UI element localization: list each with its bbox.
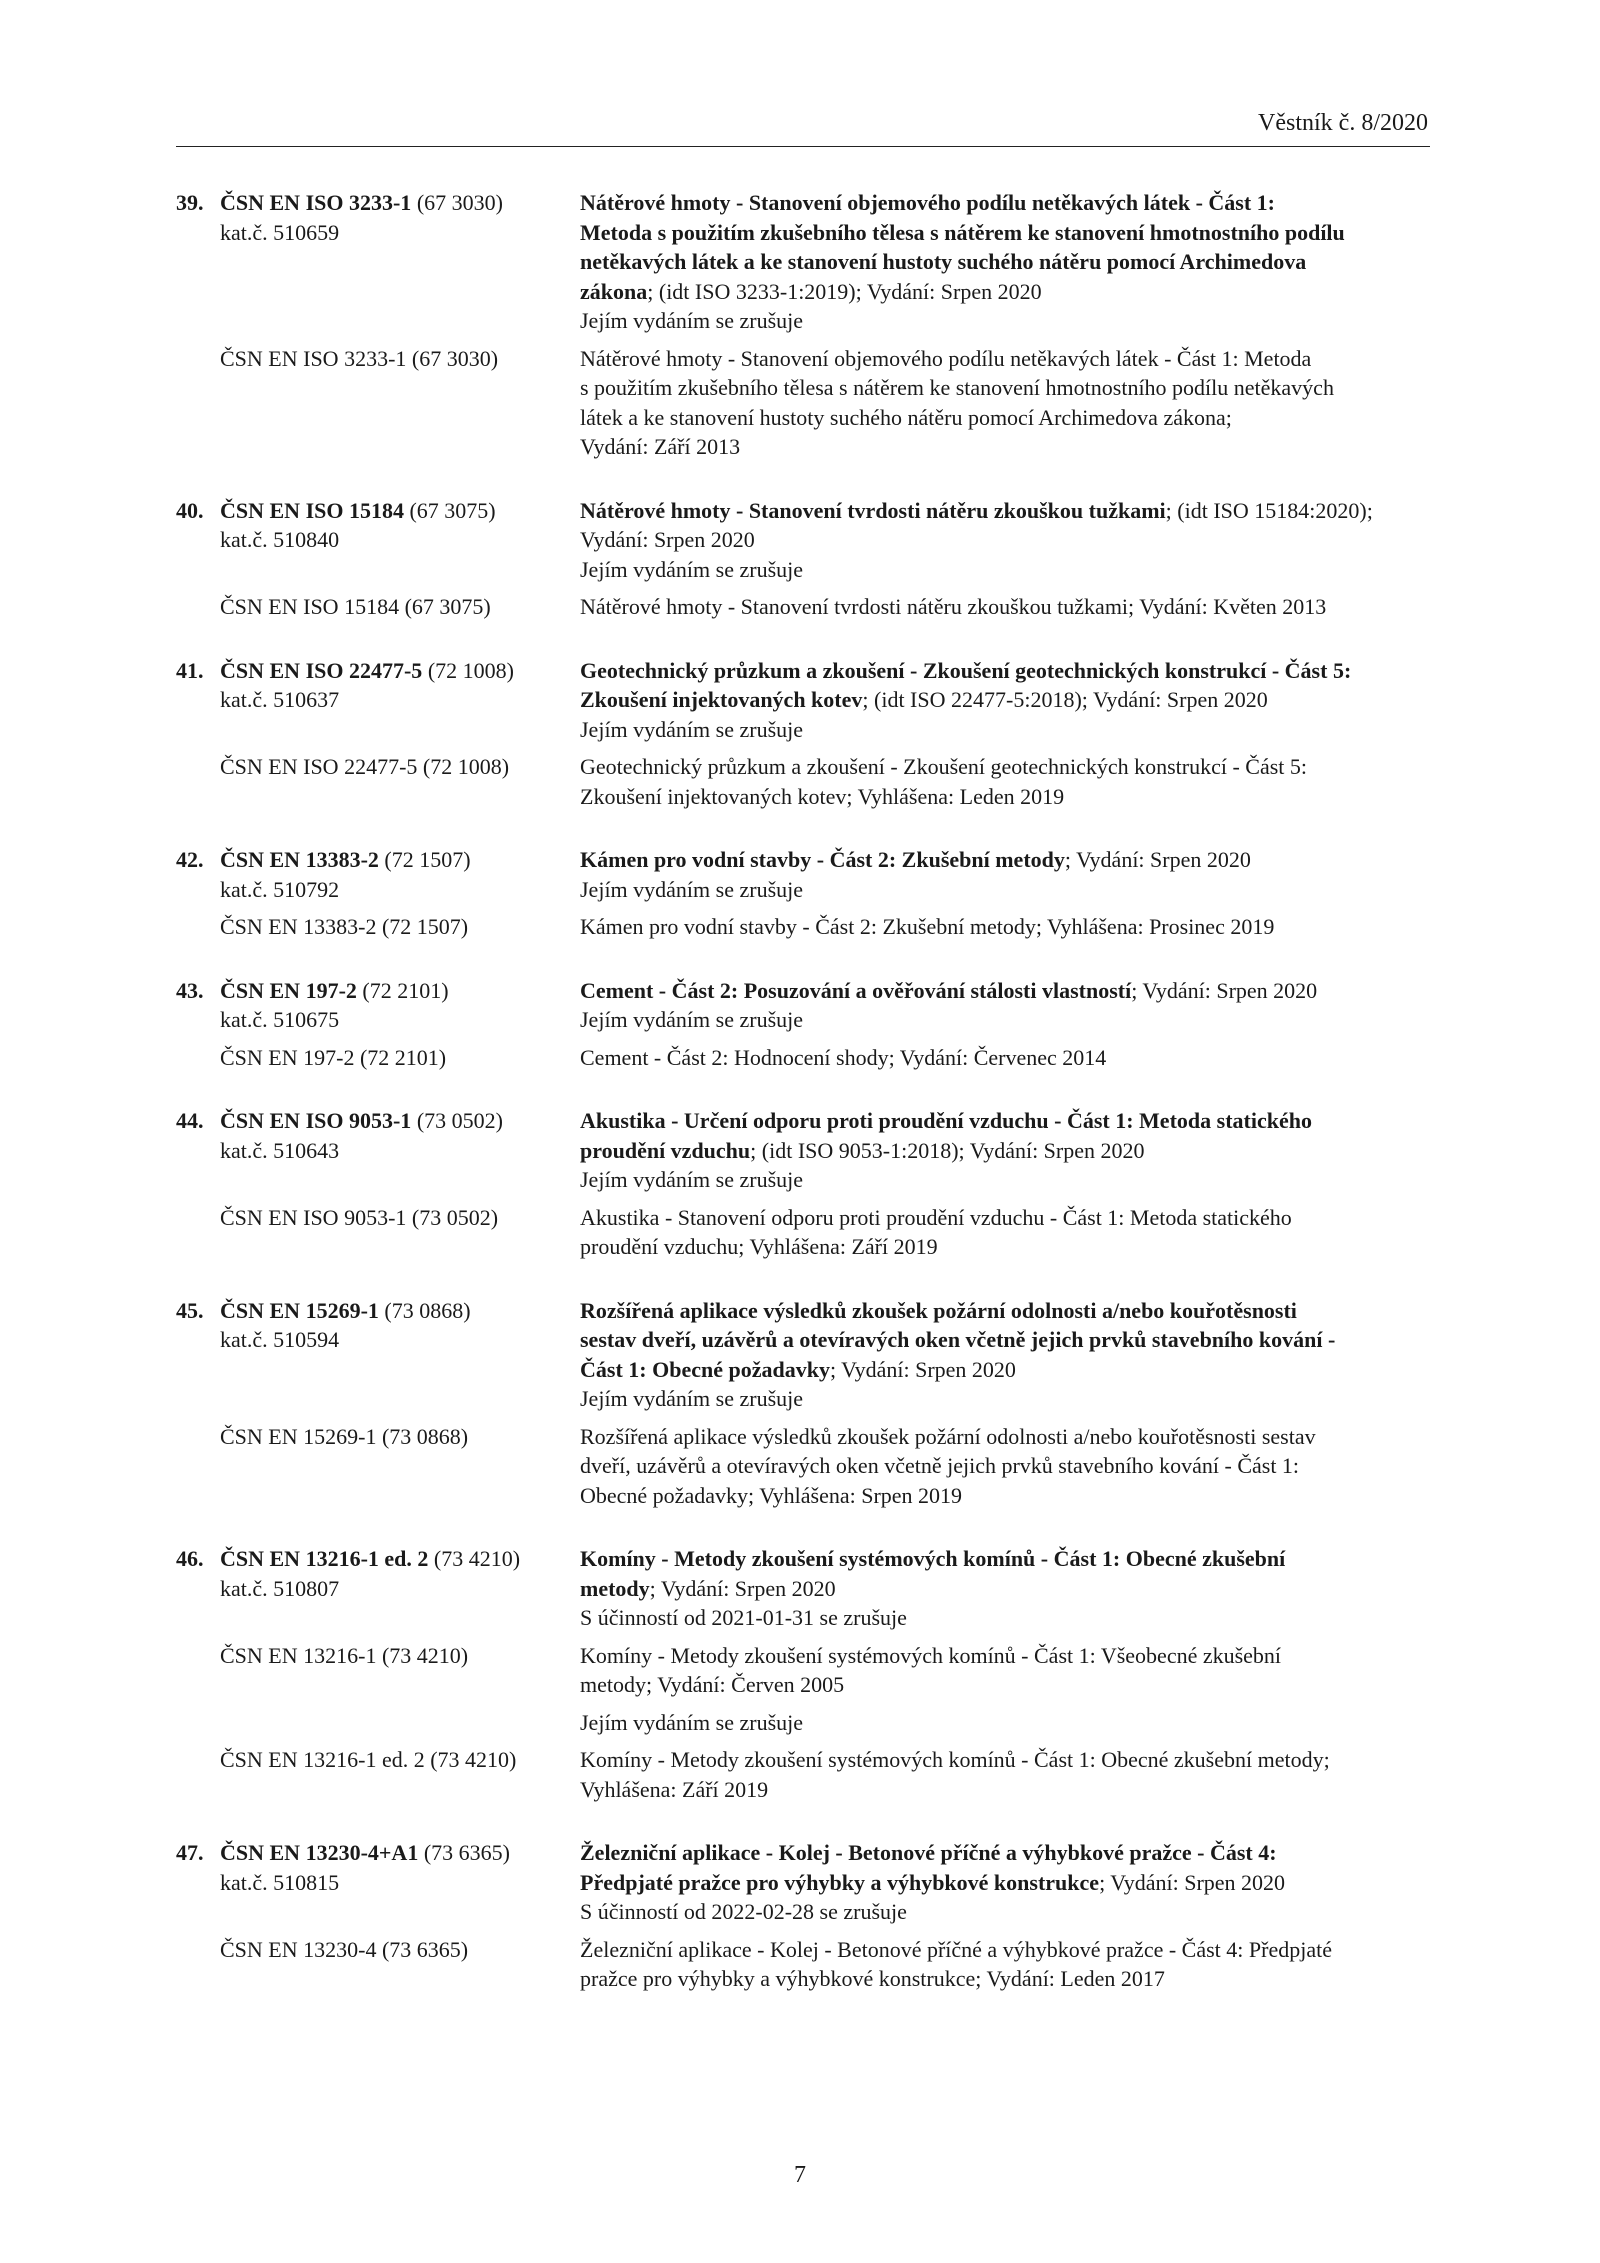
catalog-number: kat.č. 510594 <box>220 1327 340 1352</box>
replaced-id-column <box>176 1043 580 1073</box>
replaced-description-line: dveří, uzávěrů a otevíravých oken včetně jejich prvků stavebního kování - Část 1: <box>580 1453 1300 1478</box>
replaced-id-line <box>176 592 580 622</box>
replaced-id-column <box>176 1422 580 1511</box>
replaced-standard-row <box>176 1203 1436 1262</box>
description-line <box>580 218 1436 248</box>
standard-entry <box>176 1838 1436 1994</box>
title-text: Zkoušení injektovaných kotev <box>580 687 863 712</box>
new-standard-row <box>176 976 1436 1035</box>
detail-text: S účinností od 2021-01-31 se zrušuje <box>580 1605 907 1630</box>
detail-text: Vydání: Srpen 2020 <box>580 527 755 552</box>
standard-code: ČSN EN ISO 9053-1 <box>220 1108 412 1133</box>
replaced-standard-id: ČSN EN 13383-2 (72 1507) <box>220 914 469 939</box>
replaced-description-line: Akustika - Stanovení odporu proti proudění vzduchu - Část 1: Metoda statického <box>580 1204 1292 1230</box>
standard-code: ČSN EN 13383-2 <box>220 847 379 872</box>
description-line <box>580 845 1436 875</box>
replaced-description-line: Nátěrové hmoty - Stanovení tvrdosti nátěru zkouškou tužkami; Vydání: Květen 2013 <box>580 594 1327 619</box>
catalog-line <box>176 1868 580 1898</box>
catalog-number: kat.č. 510815 <box>220 1869 340 1895</box>
catalog-number: kat.č. 510792 <box>220 876 340 902</box>
entry-number: 40. <box>176 497 204 523</box>
replaced-id-line <box>176 1708 580 1738</box>
replaced-id-line <box>176 344 580 374</box>
title-text: sestav dveří, uzávěrů a otevíravých oken včetně jejich prvků stavebního kování - <box>580 1327 1336 1352</box>
standard-description <box>580 1544 1436 1633</box>
replaced-standard-row <box>176 592 1436 622</box>
replaced-description-line: látek a ke stanovení hustoty suchého nátěru pomocí Archimedova zákona; <box>580 404 1232 430</box>
replaced-standard-id: ČSN EN 13216-1 (73 4210) <box>220 1642 469 1668</box>
detail-text: Jejím vydáním se zrušuje <box>580 308 804 333</box>
catalog-line <box>176 218 580 248</box>
description-line <box>580 1325 1436 1355</box>
replaced-standard-id: ČSN EN 13230-4 (73 6365) <box>220 1936 469 1962</box>
catalog-line <box>176 1325 580 1355</box>
entry-number: 39. <box>176 190 204 215</box>
catalog-line <box>176 1005 580 1035</box>
standard-id-column <box>176 1296 580 1414</box>
replaced-id-column <box>176 752 580 811</box>
description-line <box>580 685 1436 715</box>
detail-text: Jejím vydáním se zrušuje <box>580 1007 804 1032</box>
new-standard-row <box>176 845 1436 904</box>
title-text: Nátěrové hmoty - Stanovení objemového podílu netěkavých látek - Část 1: <box>580 190 1276 215</box>
description-line <box>580 525 1436 555</box>
description-line <box>580 976 1436 1006</box>
detail-text: ; Vydání: Srpen 2020 <box>649 1575 836 1601</box>
title-text: Kámen pro vodní stavby - Část 2: Zkušební metody <box>580 847 1065 872</box>
replaced-description <box>580 1935 1436 1994</box>
standard-entry <box>176 845 1436 942</box>
replaced-standard-row <box>176 1708 1436 1738</box>
catalog-number: kat.č. 510840 <box>220 527 340 552</box>
description-line <box>580 1005 1436 1035</box>
standard-entry <box>176 188 1436 462</box>
replaced-description-line: Nátěrové hmoty - Stanovení objemového podílu netěkavých látek - Část 1: Metoda <box>580 345 1312 371</box>
replaced-standard-row <box>176 1935 1436 1994</box>
standard-id-line <box>176 1296 580 1326</box>
replaced-description-line: proudění vzduchu; Vyhlášena: Září 2019 <box>580 1234 938 1259</box>
catalog-number: kat.č. 510643 <box>220 1137 340 1163</box>
title-text: zákona <box>580 278 648 304</box>
standard-id-column <box>176 1544 580 1633</box>
replaced-description <box>580 344 1436 462</box>
entry-number: 42. <box>176 847 204 872</box>
new-standard-row <box>176 1838 1436 1927</box>
description-line <box>580 1355 1436 1385</box>
description-line <box>580 496 1436 526</box>
replaced-description <box>580 1203 1436 1262</box>
replaced-id-column <box>176 1745 580 1804</box>
detail-text: Jejím vydáním se zrušuje <box>580 716 804 742</box>
description-line <box>580 1603 1436 1633</box>
replaced-standard-row <box>176 1043 1436 1073</box>
title-text: Geotechnický průzkum a zkoušení - Zkoušení geotechnických konstrukcí - Část 5: <box>580 657 1352 683</box>
standard-description <box>580 976 1436 1035</box>
description-line <box>580 1574 1436 1604</box>
description-line <box>580 306 1436 336</box>
standard-id-column <box>176 976 580 1035</box>
replaced-id-line <box>176 1203 580 1233</box>
standard-code: ČSN EN ISO 22477-5 <box>220 657 423 683</box>
detail-text: ; (idt ISO 9053-1:2018); Vydání: Srpen 2020 <box>750 1137 1145 1163</box>
title-text: Nátěrové hmoty - Stanovení tvrdosti nátěru zkouškou tužkami <box>580 497 1166 523</box>
entry-number: 41. <box>176 657 204 683</box>
title-text: Akustika - Určení odporu proti proudění vzduchu - Část 1: Metoda statického <box>580 1108 1312 1133</box>
replaced-description-line: pražce pro výhybky a výhybkové konstrukce; Vydání: Leden 2017 <box>580 1966 1165 1991</box>
entry-number: 43. <box>176 977 204 1003</box>
new-standard-row <box>176 1544 1436 1633</box>
description-line <box>580 1384 1436 1414</box>
replaced-description-line: Kámen pro vodní stavby - Část 2: Zkušební metody; Vyhlášena: Prosinec 2019 <box>580 914 1275 939</box>
replaced-description-line: Geotechnický průzkum a zkoušení - Zkoušení geotechnických konstrukcí - Část 5: <box>580 754 1308 779</box>
replaced-description-line: Komíny - Metody zkoušení systémových komínů - Část 1: Všeobecné zkušební <box>580 1642 1282 1668</box>
standard-class: (73 0868) <box>384 1297 471 1323</box>
detail-text: ; Vydání: Srpen 2020 <box>1099 1869 1286 1895</box>
detail-text: Jejím vydáním se zrušuje <box>580 876 804 902</box>
replaced-description-line: Jejím vydáním se zrušuje <box>580 1709 804 1735</box>
replaced-standard-id: ČSN EN ISO 22477-5 (72 1008) <box>220 754 510 779</box>
standard-description <box>580 1838 1436 1927</box>
replaced-id-column <box>176 1935 580 1994</box>
catalog-number: kat.č. 510675 <box>220 1007 340 1032</box>
standard-id-line <box>176 1544 580 1574</box>
description-line <box>580 555 1436 585</box>
standard-code: ČSN EN 13216-1 ed. 2 <box>220 1546 429 1571</box>
detail-text: Jejím vydáním se zrušuje <box>580 556 804 582</box>
new-standard-row <box>176 188 1436 336</box>
replaced-description <box>580 1422 1436 1511</box>
replaced-description-line: s použitím zkušebního tělesa s nátěrem ke stanovení hmotnostního podílu netěkavých <box>580 375 1334 400</box>
replaced-description-line: Komíny - Metody zkoušení systémových komínů - Část 1: Obecné zkušební metody; <box>580 1747 1330 1772</box>
detail-text: ; (idt ISO 22477-5:2018); Vydání: Srpen 2020 <box>862 687 1268 712</box>
detail-text: Jejím vydáním se zrušuje <box>580 1167 804 1192</box>
standards-list <box>176 188 1436 2028</box>
catalog-number: kat.č. 510659 <box>220 219 340 245</box>
replaced-description <box>580 752 1436 811</box>
standard-entry <box>176 976 1436 1073</box>
description-line <box>580 1136 1436 1166</box>
standard-description <box>580 656 1436 745</box>
entry-number: 45. <box>176 1297 204 1323</box>
replaced-standard-id: ČSN EN ISO 9053-1 (73 0502) <box>220 1204 499 1230</box>
catalog-line <box>176 525 580 555</box>
entry-number: 46. <box>176 1546 204 1571</box>
replaced-id-column <box>176 592 580 622</box>
replaced-description-line: Obecné požadavky; Vyhlášena: Srpen 2019 <box>580 1482 963 1508</box>
standard-id-line <box>176 1106 580 1136</box>
entry-number: 44. <box>176 1108 204 1133</box>
standard-code: ČSN EN 15269-1 <box>220 1297 379 1323</box>
standard-class: (72 1507) <box>384 847 471 872</box>
standard-code: ČSN EN 197-2 <box>220 977 357 1003</box>
replaced-id-line <box>176 1745 580 1775</box>
catalog-line <box>176 1574 580 1604</box>
standard-entry <box>176 1296 1436 1511</box>
description-line <box>580 1544 1436 1574</box>
standard-id-column <box>176 1106 580 1195</box>
description-line <box>580 1897 1436 1927</box>
replaced-id-column <box>176 344 580 462</box>
replaced-id-column <box>176 912 580 942</box>
title-text: Část 1: Obecné požadavky <box>580 1356 830 1382</box>
standard-code: ČSN EN ISO 3233-1 <box>220 190 412 215</box>
standard-class: (67 3030) <box>416 190 503 215</box>
replaced-description-line: Vydání: Září 2013 <box>580 434 741 459</box>
replaced-standard-id: ČSN EN 197-2 (72 2101) <box>220 1044 447 1070</box>
standard-class: (73 0502) <box>416 1108 503 1133</box>
description-line <box>580 715 1436 745</box>
replaced-description <box>580 1708 1436 1738</box>
replaced-standard-row <box>176 1422 1436 1511</box>
replaced-id-line <box>176 752 580 782</box>
replaced-description-line: Železniční aplikace - Kolej - Betonové příčné a výhybkové pražce - Část 4: Předpjaté <box>580 1936 1332 1962</box>
standard-code: ČSN EN ISO 15184 <box>220 497 404 523</box>
new-standard-row <box>176 1106 1436 1195</box>
replaced-description-line: Cement - Část 2: Hodnocení shody; Vydání: Červenec 2014 <box>580 1044 1107 1070</box>
replaced-description-line: Zkoušení injektovaných kotev; Vyhlášena: Leden 2019 <box>580 783 1065 809</box>
replaced-id-line <box>176 1043 580 1073</box>
catalog-number: kat.č. 510637 <box>220 687 340 712</box>
standard-description <box>580 188 1436 336</box>
standard-entry <box>176 496 1436 622</box>
standard-class: (72 1008) <box>427 657 514 683</box>
standard-entry <box>176 1106 1436 1262</box>
replaced-standard-id: ČSN EN ISO 15184 (67 3075) <box>220 594 491 619</box>
standard-id-line <box>176 188 580 218</box>
description-line <box>580 656 1436 686</box>
new-standard-row <box>176 1296 1436 1414</box>
title-text: netěkavých látek a ke stanovení hustoty suchého nátěru pomocí Archimedova <box>580 249 1307 274</box>
description-line <box>580 188 1436 218</box>
replaced-id-line <box>176 1641 580 1671</box>
title-text: Rozšířená aplikace výsledků zkoušek požární odolnosti a/nebo kouřotěsnosti <box>580 1297 1297 1323</box>
standard-description <box>580 1106 1436 1195</box>
detail-text: ; Vydání: Srpen 2020 <box>1131 977 1318 1003</box>
new-standard-row <box>176 656 1436 745</box>
title-text: Metoda s použitím zkušebního tělesa s nátěrem ke stanovení hmotnostního podílu <box>580 219 1345 245</box>
standard-id-line <box>176 496 580 526</box>
title-text: metody <box>580 1575 650 1601</box>
replaced-standard-row <box>176 1641 1436 1700</box>
description-line <box>580 1106 1436 1136</box>
replaced-id-line <box>176 1422 580 1452</box>
standard-code: ČSN EN 13230-4+A1 <box>220 1840 419 1865</box>
standard-description <box>580 496 1436 585</box>
standard-description <box>580 1296 1436 1414</box>
detail-text: Jejím vydáním se zrušuje <box>580 1386 804 1411</box>
standard-id-column <box>176 496 580 585</box>
description-line <box>580 247 1436 277</box>
description-line <box>580 1838 1436 1868</box>
detail-text: ; Vydání: Srpen 2020 <box>829 1356 1016 1382</box>
title-text: proudění vzduchu <box>580 1137 751 1163</box>
replaced-standard-id: ČSN EN ISO 3233-1 (67 3030) <box>220 345 499 371</box>
replaced-description <box>580 1641 1436 1700</box>
new-standard-row <box>176 496 1436 585</box>
description-line <box>580 1868 1436 1898</box>
title-text: Cement - Část 2: Posuzování a ověřování stálosti vlastností <box>580 977 1132 1003</box>
replaced-id-column <box>176 1203 580 1262</box>
catalog-line <box>176 1136 580 1166</box>
replaced-description-line: metody; Vydání: Červen 2005 <box>580 1672 845 1697</box>
replaced-standard-row <box>176 912 1436 942</box>
standard-id-line <box>176 1838 580 1868</box>
description-line <box>580 1165 1436 1195</box>
replaced-description-line: Rozšířená aplikace výsledků zkoušek požární odolnosti a/nebo kouřotěsnosti sestav <box>580 1423 1316 1449</box>
standard-id-line <box>176 845 580 875</box>
standard-description <box>580 845 1436 904</box>
replaced-id-line <box>176 1935 580 1965</box>
standard-entry <box>176 656 1436 812</box>
description-line <box>580 277 1436 307</box>
standard-class: (72 2101) <box>362 977 449 1003</box>
standard-class: (67 3075) <box>409 497 496 523</box>
page-header <box>176 110 1430 147</box>
standard-id-column <box>176 188 580 336</box>
replaced-description-line: Vyhlášena: Září 2019 <box>580 1776 769 1802</box>
entry-number: 47. <box>176 1840 204 1865</box>
replaced-id-column <box>176 1708 580 1738</box>
replaced-standard-row <box>176 752 1436 811</box>
replaced-description <box>580 912 1436 942</box>
standard-id-line <box>176 976 580 1006</box>
replaced-id-line <box>176 912 580 942</box>
replaced-description <box>580 1043 1436 1073</box>
standard-id-column <box>176 845 580 904</box>
standard-id-line <box>176 656 580 686</box>
replaced-standard-id: ČSN EN 13216-1 ed. 2 (73 4210) <box>220 1747 517 1772</box>
replaced-description <box>580 1745 1436 1804</box>
standard-class: (73 4210) <box>433 1546 521 1571</box>
description-line <box>580 1296 1436 1326</box>
catalog-line <box>176 685 580 715</box>
title-text: Komíny - Metody zkoušení systémových komínů - Část 1: Obecné zkušební <box>580 1546 1286 1571</box>
replaced-standard-id: ČSN EN 15269-1 (73 0868) <box>220 1423 469 1449</box>
detail-text: ; (idt ISO 15184:2020); <box>1165 497 1373 523</box>
journal-title: Věstník č. 8/2020 <box>1258 110 1428 136</box>
page-number: 7 <box>794 2162 806 2188</box>
description-line <box>580 875 1436 905</box>
standard-id-column <box>176 1838 580 1927</box>
replaced-standard-row <box>176 344 1436 462</box>
replaced-standard-row <box>176 1745 1436 1804</box>
standard-class: (73 6365) <box>423 1840 510 1865</box>
standard-id-column <box>176 656 580 745</box>
detail-text: ; Vydání: Srpen 2020 <box>1064 847 1251 872</box>
title-text: Železniční aplikace - Kolej - Betonové příčné a výhybkové pražce - Část 4: <box>580 1840 1277 1865</box>
catalog-number: kat.č. 510807 <box>220 1575 340 1601</box>
detail-text: S účinností od 2022-02-28 se zrušuje <box>580 1899 907 1924</box>
title-text: Předpjaté pražce pro výhybky a výhybkové konstrukce <box>580 1869 1100 1895</box>
detail-text: ; (idt ISO 3233-1:2019); Vydání: Srpen 2020 <box>647 278 1042 304</box>
replaced-id-column <box>176 1641 580 1700</box>
standard-entry <box>176 1544 1436 1804</box>
replaced-description <box>580 592 1436 622</box>
catalog-line <box>176 875 580 905</box>
